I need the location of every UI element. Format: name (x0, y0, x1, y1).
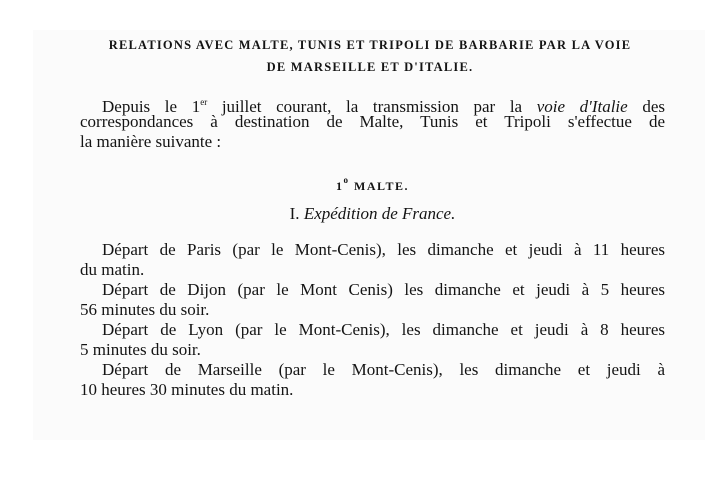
heading-line-2: DE MARSEILLE ET D'ITALIE. (266, 60, 474, 74)
intro-text-start: Depuis le 1 (102, 97, 201, 116)
departure-marseille-line-2: 10 heures 30 minutes du matin. (80, 380, 294, 399)
departure-paris-line-1: Départ de Paris (par le Mont-Cenis), les dimanche et jeudi à 11 heures (102, 240, 665, 259)
intro-text-end: des (627, 97, 665, 116)
subsection-label: Expédition de France. (303, 204, 456, 223)
ordinal-superscript: er (200, 97, 208, 107)
heading-line-1: RELATIONS AVEC MALTE, TUNIS ET TRIPOLI DE BARBARIE PAR LA VOIE (108, 38, 632, 52)
section-number: 1 (336, 179, 344, 193)
departure-dijon-line-2: 56 minutes du soir. (80, 300, 210, 319)
intro-line-3: la manière suivante : (80, 132, 222, 151)
section-title (80, 170, 665, 196)
section-label: MALTE. (349, 179, 409, 193)
departure-lyon-line-2: 5 minutes du soir. (80, 340, 201, 359)
intro-line-2: correspondances à destination de Malte, Tunis et Tripoli s'effectue de (80, 112, 665, 131)
departure-marseille-line-1: Départ de Marseille (par le Mont-Cenis), les dimanche et jeudi à (102, 360, 665, 379)
departure-lyon-line-1: Départ de Lyon (par le Mont-Cenis), les dimanche et jeudi à 8 heures (102, 320, 665, 339)
departure-dijon-line-1: Départ de Dijon (par le Mont Cenis) les dimanche et jeudi à 5 heures (102, 280, 665, 299)
intro-text-middle: juillet courant, la transmission par la (207, 97, 537, 116)
departure-paris-line-2: du matin. (80, 260, 145, 279)
subsection-number: I. (289, 204, 304, 223)
subsection-title (80, 204, 665, 224)
intro-italic-phrase: voie d'Italie (536, 97, 628, 116)
section-number-superscript: o (343, 175, 350, 185)
